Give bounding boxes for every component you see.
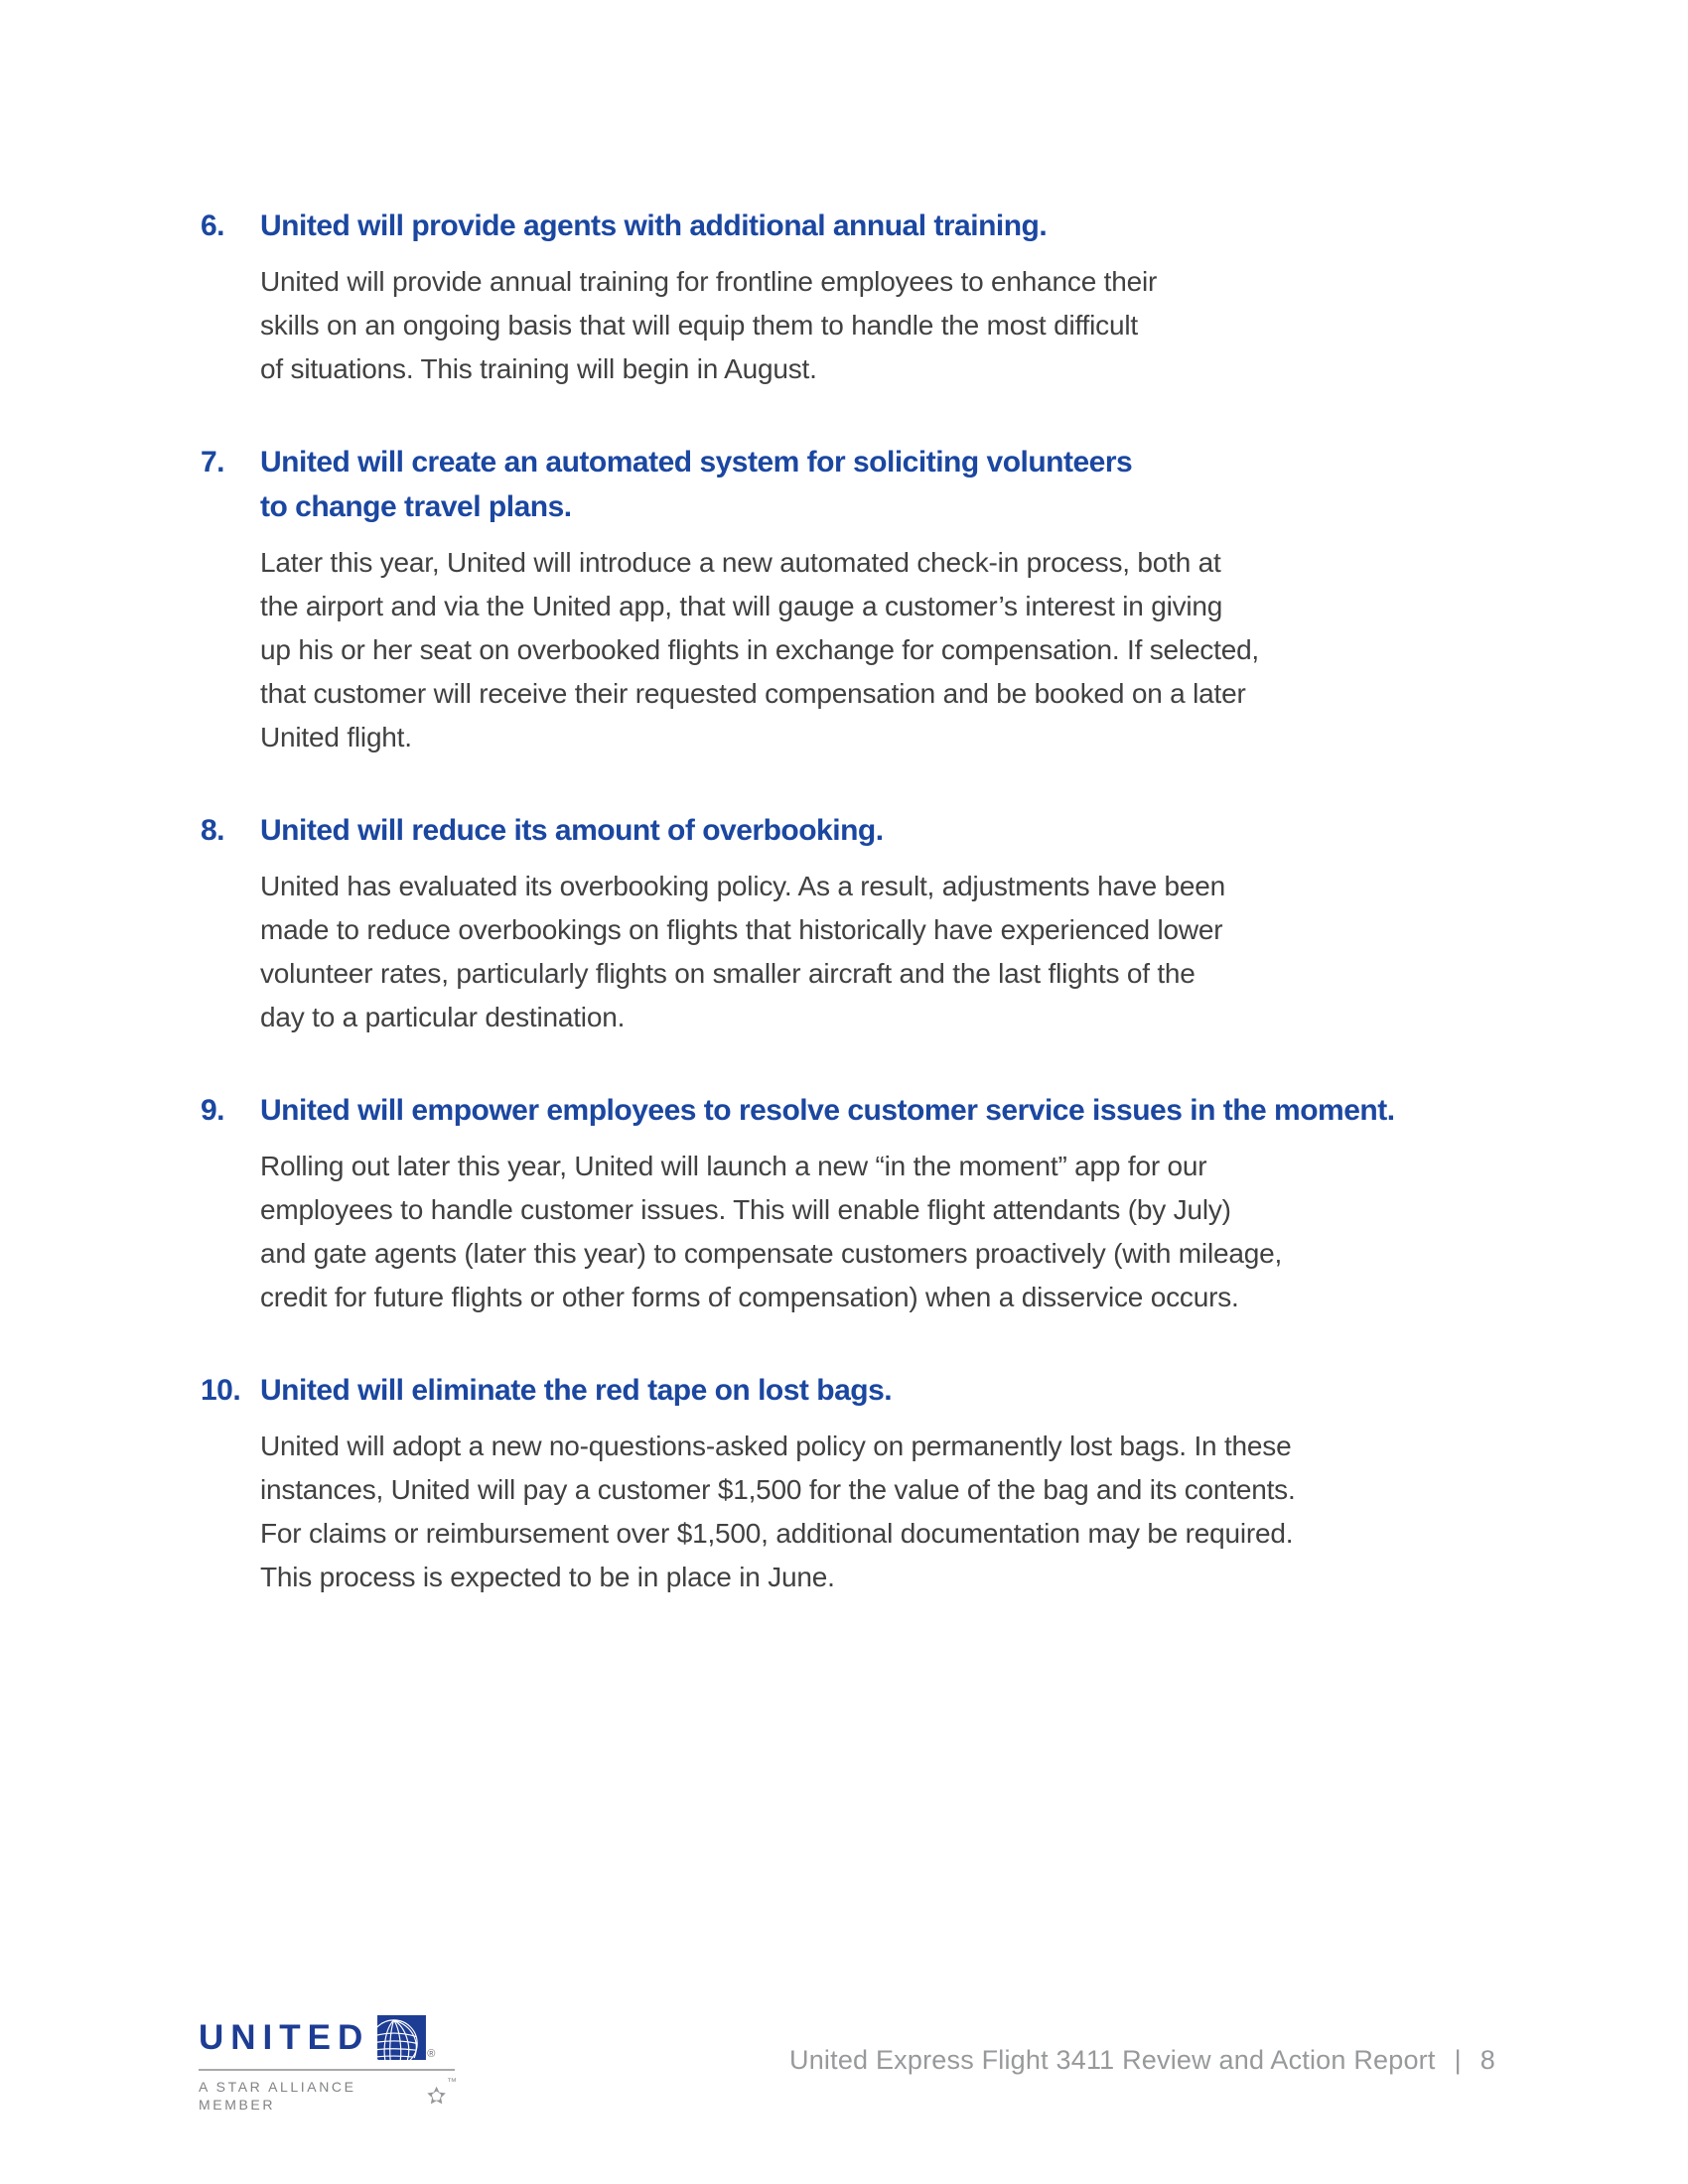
text-line: the airport and via the United app, that will gauge a customer’s interest in giving <box>260 591 1223 621</box>
text-line: Rolling out later this year, United will launch a new “in the moment” app for our <box>260 1151 1207 1181</box>
star-alliance-star-icon <box>426 2085 447 2108</box>
report-item-9 <box>0 1088 1688 1319</box>
tagline-text: A STAR ALLIANCE MEMBER <box>199 2079 356 2113</box>
item-body <box>260 1145 1688 1319</box>
text-line: made to reduce overbookings on flights that historically have experienced lower <box>260 914 1223 945</box>
report-item-6 <box>0 204 1688 391</box>
footer-report-title: United Express Flight 3411 Review and Action Report <box>789 2045 1436 2075</box>
text-line: United will eliminate the red tape on lost bags. <box>260 1374 893 1407</box>
item-body <box>260 865 1688 1039</box>
item-heading <box>260 440 1688 529</box>
page-number: 8 <box>1479 2045 1495 2075</box>
report-item-10 <box>0 1368 1688 1599</box>
text-line: that customer will receive their requested compensation and be booked on a later <box>260 678 1246 709</box>
logo-divider <box>199 2069 455 2071</box>
text-line: day to a particular destination. <box>260 1002 626 1032</box>
item-heading <box>260 1088 1688 1133</box>
text-line: United will empower employees to resolve customer service issues in the moment. <box>260 1094 1395 1127</box>
text-line: This process is expected to be in place in June. <box>260 1562 835 1592</box>
united-globe-icon <box>377 2015 426 2060</box>
text-line: employees to handle customer issues. This will enable flight attendants (by July) <box>260 1194 1231 1225</box>
item-number: 9. <box>201 1094 225 1127</box>
text-line: credit for future flights or other forms of compensation) when a disservice occurs. <box>260 1282 1239 1312</box>
item-number: 10. <box>201 1374 241 1407</box>
item-heading <box>260 808 1688 853</box>
footer-separator: | <box>1454 2045 1462 2075</box>
text-line: United has evaluated its overbooking policy. As a result, adjustments have been <box>260 871 1226 901</box>
text-line: United will adopt a new no-questions-asked policy on permanently lost bags. In these <box>260 1431 1292 1461</box>
text-line: volunteer rates, particularly flights on smaller aircraft and the last flights of the <box>260 958 1196 989</box>
text-line: skills on an ongoing basis that will equip them to handle the most difficult <box>260 310 1138 341</box>
report-item-8 <box>0 808 1688 1039</box>
action-items-list <box>0 204 1688 1648</box>
text-line: United will create an automated system for soliciting volunteers <box>260 446 1133 478</box>
item-body <box>260 541 1688 759</box>
item-body <box>260 1425 1688 1599</box>
text-line: up his or her seat on overbooked flights in exchange for compensation. If selected, <box>260 634 1260 665</box>
text-line: of situations. This training will begin in August. <box>260 353 817 384</box>
text-line: United will provide agents with additional annual training. <box>260 209 1048 242</box>
item-number: 6. <box>201 209 225 242</box>
text-line: United flight. <box>260 722 412 752</box>
united-logo-row <box>199 2015 457 2060</box>
trademark-symbol: ™ <box>447 2077 457 2088</box>
item-heading <box>260 1368 1688 1413</box>
text-line: to change travel plans. <box>260 490 572 523</box>
page-footer <box>789 2043 1495 2077</box>
registered-trademark-symbol: ® <box>427 2048 436 2060</box>
text-line: and gate agents (later this year) to compensate customers proactively (with mileage, <box>260 1238 1283 1269</box>
text-line: For claims or reimbursement over $1,500, additional documentation may be required. <box>260 1518 1294 1549</box>
star-alliance-tagline <box>199 2078 457 2114</box>
item-heading <box>260 204 1688 248</box>
item-number: 8. <box>201 814 225 847</box>
united-logo <box>199 2015 457 2114</box>
text-line: instances, United will pay a customer $1,500 for the value of the bag and its contents. <box>260 1474 1296 1505</box>
united-wordmark: UNITED <box>199 2018 370 2057</box>
text-line: Later this year, United will introduce a new automated check-in process, both at <box>260 547 1221 578</box>
item-number: 7. <box>201 446 225 478</box>
text-line: United will reduce its amount of overbooking. <box>260 814 884 847</box>
text-line: United will provide annual training for frontline employees to enhance their <box>260 266 1158 297</box>
item-body <box>260 260 1688 391</box>
report-item-7 <box>0 440 1688 759</box>
